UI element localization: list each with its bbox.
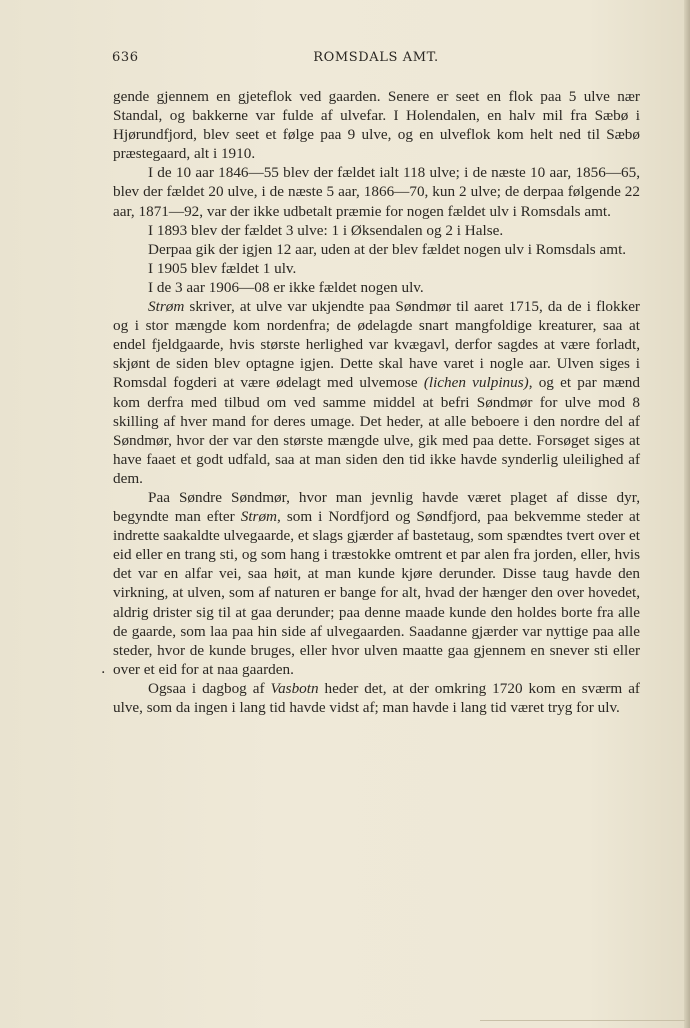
text-run: Paa Søndre Søndmør, hvor man jevnlig havde været plaget af disse dyr, begyndte man efter [113, 488, 640, 526]
text-run: gende gjennem en gjeteflok ved gaarden. Senere er seet en flok paa 5 ulve nær Standal, og bakkerne var fulde af ulvefar. I Holendalen, en halv mil fra Sæbø i Hjørundfjord, blev seet et følge paa 9 ulve, og en ulveflok kom helt ned til Sæbø præstegaard, alt i 1910. [113, 88, 640, 163]
paragraph [113, 488, 640, 679]
body-text [113, 87, 640, 717]
text-run: I 1905 blev fældet 1 ulv. [148, 259, 297, 277]
paragraph [113, 221, 640, 240]
text-run: I de 10 aar 1846—55 blev der fældet ialt 118 ulve; i de næste 10 aar, 1856—65, blev der fældet 20 ulve, i de næste 5 aar, 1866—70, kun 2 ulve; de derpaa følgende 22 aar, 1871—92, var der ikke udbetalt præmie for nogen fældet ulv i Romsdals amt. [113, 164, 640, 220]
paragraph [113, 278, 640, 297]
page-number: 636 [112, 50, 139, 65]
text-run: heder det, at der omkring 1720 kom en sværm af ulve, som da ingen i lang tid havde vidst af; man havde i lang tid været tryg for ulv. [113, 679, 640, 716]
paragraph [113, 259, 640, 278]
italic-text: Strøm [148, 298, 185, 316]
paragraph [113, 679, 640, 717]
text-run: , og et par mænd kom derfra med tilbud om ved samme middel at befri Søndmør for ulve mod 8 skilling af hver mand for deres umage. Det heder, at alle beboere i den nordre del af Søndmør, hvor der var den største mængde ulve, gik med paa dette. Forsøget siges at have faaet et godt udfald, saa at man siden den tid ikke havde synderlig uleilighed af dem. [113, 374, 640, 487]
paragraph [113, 163, 640, 220]
text-run: I de 3 aar 1906—08 er ikke fældet nogen ulv. [148, 278, 424, 296]
paragraph [113, 297, 640, 488]
italic-text: Vasbotn [270, 679, 319, 697]
page-header [112, 50, 640, 70]
paragraph [113, 240, 640, 259]
page-edge-shadow [684, 0, 690, 1028]
bottom-rule [480, 1020, 685, 1021]
running-head: ROMSDALS AMT. [313, 50, 439, 65]
text-run: skriver, at ulve var ukjendte paa Søndmør til aaret 1715, da de i flokker og i stor mængde kom nordenfra; de ødelagde snart mangfoldige kreaturer, saa at endel fjeldgaarde, hvis største herlighed var kvægavl, derfor sagdes at være forladt, skjønt de siden blev optagne igjen. Dette skal have varet i nogle aar. Ulven siges i Romsdal fogderi at være ødelagt med ulvemose [113, 298, 640, 392]
paragraph [113, 87, 640, 163]
text-run: , som i Nordfjord og Søndfjord, paa bekvemme steder at indrette saakaldte ulvegaarde, et slags gjærder af bastetaug, som spændtes tvert over et eid eller en trang sti, og som hang i træstokke omtrent et par alen fra jorden, eller, hvis det var en alfar vei, saa høit, at man kunde kjøre derunder. Disse taug havde den virkning, at ulven, som af naturen er bange for alt, hvad der hænger den over hovedet, aldrig drister sig til at gaa derunder; paa denne maade kunde den holdes borte fra alle de gaarde, som laa paa hin side af ulvegaarden. Saadanne gjærder var nyttige paa alle steder, hvor de kunde bruges, eller hvor ulven maatte gaa gjennem en snever sti eller over et eid for at naa gaarden. [113, 508, 640, 678]
margin-mark: . [101, 661, 106, 677]
italic-text: Strøm [240, 508, 278, 526]
text-run: I 1893 blev der fældet 3 ulve: 1 i Øksendalen og 2 i Halse. [148, 221, 504, 239]
text-run: Ogsaa i dagbog af [148, 679, 271, 697]
italic-text: (lichen vulpinus) [423, 374, 529, 392]
text-run: Derpaa gik der igjen 12 aar, uden at der blev fældet nogen ulv i Romsdals amt. [148, 240, 627, 258]
